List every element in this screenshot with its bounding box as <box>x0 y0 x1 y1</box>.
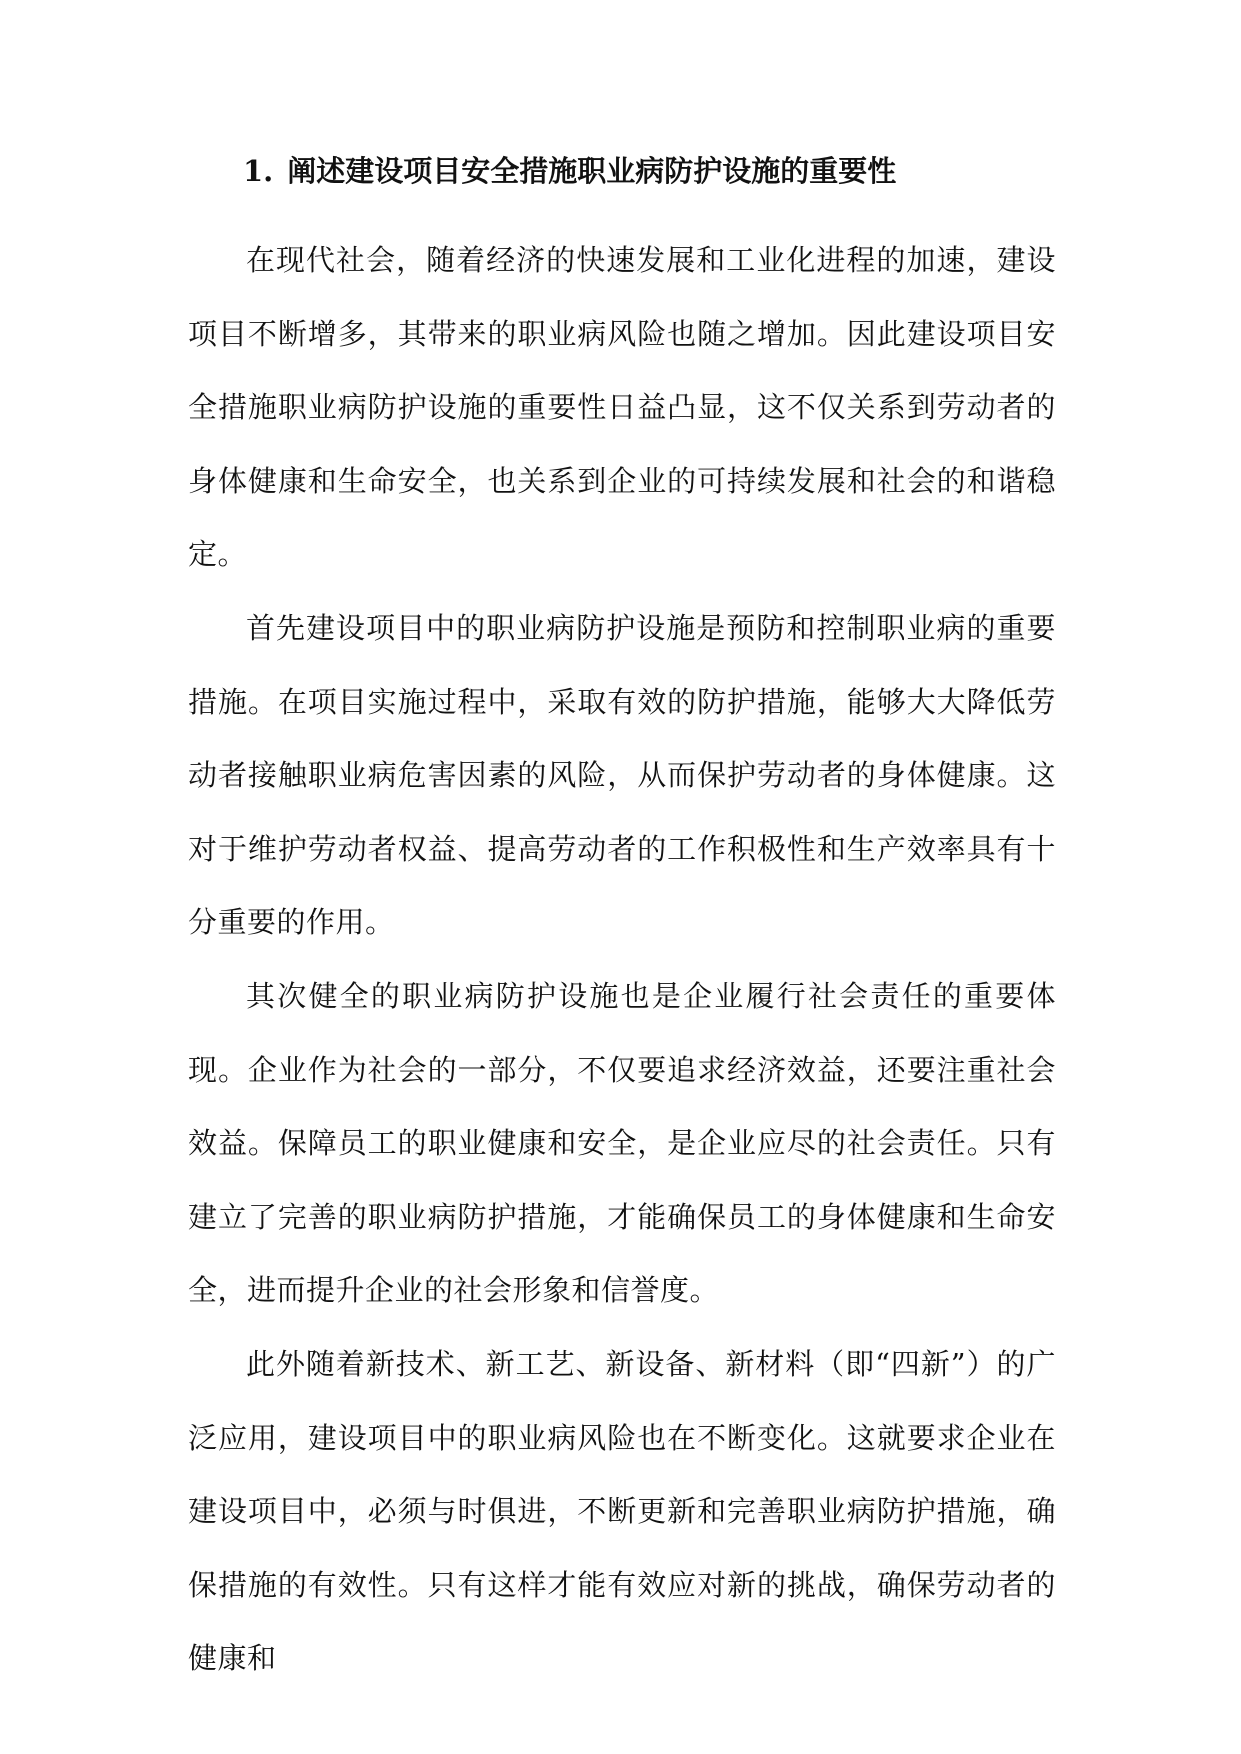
section-title: 阐述建设项目安全措施职业病防护设施的重要性 <box>287 154 897 188</box>
section-heading <box>243 151 1123 191</box>
paragraph-1: 在现代社会，随着经济的快速发展和工业化进程的加速，建设项目不断增多，其带来的职业病风险也随之增加。因此建设项目安全措施职业病防护设施的重要性日益凸显，这不仅关系到劳动者的身体健康和生命安全，也关系到企业的可持续发展和社会的和谐稳定。 <box>188 243 1056 572</box>
section-number: 1. <box>243 154 274 188</box>
paragraph-3: 其次健全的职业病防护设施也是企业履行社会责任的重要体现。企业作为社会的一部分，不仅要追求经济效益，还要注重社会效益。保障员工的职业健康和安全，是企业应尽的社会责任。只有建立了完善的职业病防护措施，才能确保员工的身体健康和生命安全，进而提升企业的社会形象和信誉度。 <box>188 978 1056 1308</box>
body-text <box>188 224 1056 1696</box>
paragraph-2: 首先建设项目中的职业病防护设施是预防和控制职业病的重要措施。在项目实施过程中，采取有效的防护措施，能够大大降低劳动者接触职业病危害因素的风险，从而保护劳动者的身体健康。这对于维护劳动者权益、提高劳动者的工作积极性和生产效率具有十分重要的作用。 <box>188 610 1056 940</box>
paragraph-4: 此外随着新技术、新工艺、新设备、新材料（即“四新”）的广泛应用，建设项目中的职业病风险也在不断变化。这就要求企业在建设项目中，必须与时俱进，不断更新和完善职业病防护措施，确保措施的有效性。只有这样才能有效应对新的挑战，确保劳动者的健康和 <box>188 1346 1056 1676</box>
